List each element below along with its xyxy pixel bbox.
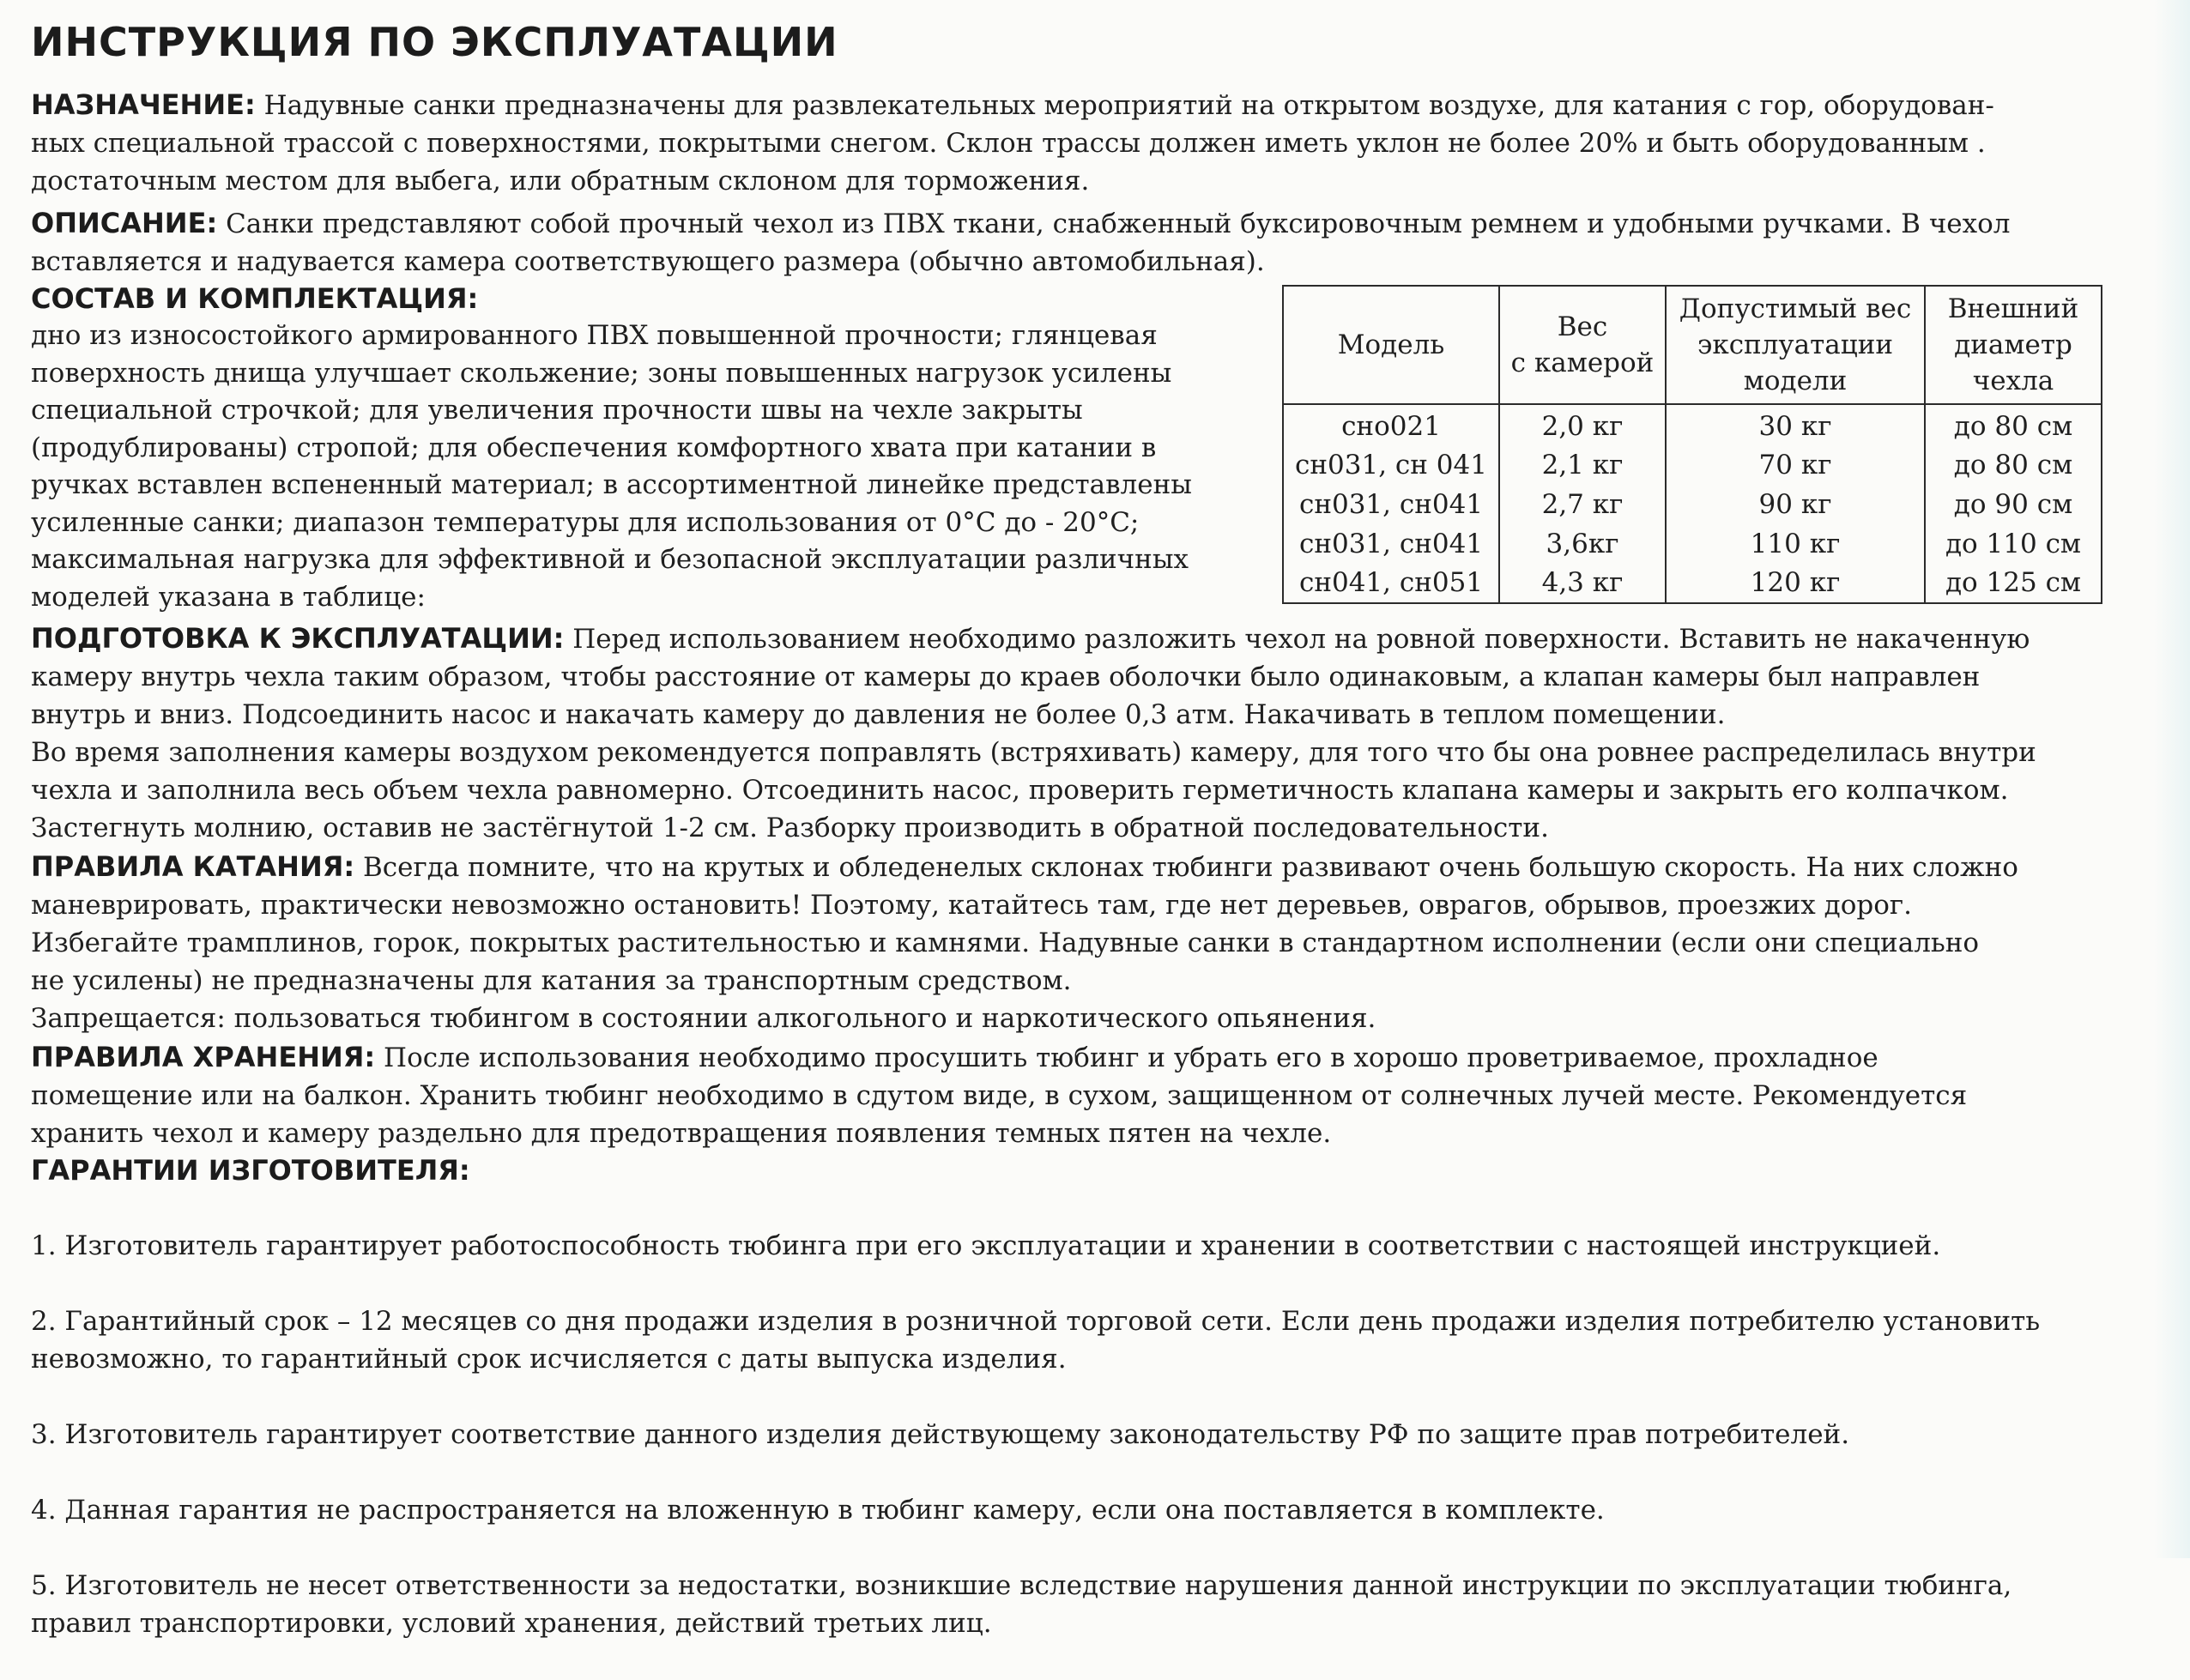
section-text-storage: После использования необходимо просушить тюбинг и убрать его в хорошо проветриваемое, прохладное помещение или на балкон. Хранить тюбинг необходимо в сдутом виде, в сухом, защищенном от солнечных лучей месте. Рекомендуется хранить чехол и камеру раздельно для предотвращения появления темных пятен на чехле.	[31, 1042, 1968, 1149]
list-item: 3. Изготовитель гарантирует соответствие данного изделия действующему законодательству РФ по защите прав потребителей.	[31, 1419, 1850, 1450]
section-heading-storage: ПРАВИЛА ХРАНЕНИЯ:	[31, 1041, 376, 1073]
section-purpose	[31, 86, 2125, 200]
table-cell: до 80 см	[1925, 446, 2102, 486]
table-cell: 2,1 кг	[1499, 446, 1666, 486]
section-text-preparation: Перед использованием необходимо разложить чехол на ровной поверхности. Вставить не накаченную камеру внутрь чехла таким образом, чтобы расстояние от камеры до краев оболочки было одинаковым, а клапан камеры был направлен внутрь и вниз. Подсоединить насос и накачать камеру до давления не более 0,3 атм. Накачивать в теплом помещении. Во время заполнения камеры воздухом рекомендуется поправлять (встряхивать) камеру, для того что бы она ровнее распределилась внутри чехла и заполнила весь объем чехла равномерно. Отсоединить насос, проверить герметичность клапана камеры и закрыть его колпачком. Застегнуть молнию, оставив не застёгнутой 1-2 см. Разборку производить в обратной последовательности.	[31, 624, 2036, 843]
table-cell: 70 кг	[1666, 446, 1925, 486]
table-header-cell: Модель	[1283, 286, 1499, 404]
table-cell: 110 кг	[1666, 524, 1925, 564]
table-cell: 3,6кг	[1499, 524, 1666, 564]
table-header-cell: Вес с камерой	[1499, 286, 1666, 404]
table-header-cell: Допустимый вес эксплуатации модели	[1666, 286, 1925, 404]
section-heading-warranty: ГАРАНТИИ ИЗГОТОВИТЕЛЯ:	[31, 1154, 470, 1187]
table-cell: сн031, сн041	[1283, 485, 1499, 524]
section-text-composition: дно из износостойкого армированного ПВХ повышенной прочности; глянцевая поверхность днища улучшает скольжение; зоны повышенных нагрузок усилены специальной строчкой; для увеличения прочности швы на чехле закрыты (продублированы) стропой; для обеспечения комфортного хвата при катании в ручках вставлен вспененный материал; в ассортиментной линейке представлены усиленные санки; диапазон температуры для использования от 0°С до - 20°С; максимальная нагрузка для эффективной и безопасной эксплуатации различных моделей указана в таблице:	[31, 320, 1192, 613]
table-row	[1283, 524, 2102, 564]
section-heading-preparation: ПОДГОТОВКА К ЭКСПЛУАТАЦИИ:	[31, 622, 565, 655]
table-cell: 90 кг	[1666, 485, 1925, 524]
section-riding	[31, 848, 2125, 1037]
models-table	[1282, 285, 2102, 604]
page-title: ИНСТРУКЦИЯ ПО ЭКСПЛУАТАЦИИ	[31, 19, 838, 65]
table-cell: до 125 см	[1925, 563, 2102, 603]
warranty-list	[31, 1189, 2151, 1680]
table-row	[1283, 404, 2102, 446]
list-item: 2. Гарантийный срок – 12 месяцев со дня продажи изделия в розничной торговой сети. Если день продажи изделия потребителю установить невозможно, то гарантийный срок исчисляется с даты выпуска изделия.	[31, 1306, 2041, 1375]
table-cell: до 80 см	[1925, 404, 2102, 446]
section-heading-composition: СОСТАВ И КОМПЛЕКТАЦИЯ:	[31, 282, 479, 315]
table-cell: сн031, сн041	[1283, 524, 1499, 564]
table-cell: сн041, сн051	[1283, 563, 1499, 603]
table-cell: до 90 см	[1925, 485, 2102, 524]
section-description	[31, 204, 2125, 281]
table-row	[1283, 485, 2102, 524]
table-row	[1283, 446, 2102, 486]
table-cell: сн031, сн 041	[1283, 446, 1499, 486]
table-cell: 120 кг	[1666, 563, 1925, 603]
list-item: 4. Данная гарантия не распространяется на вложенную в тюбинг камеру, если она поставляется в комплекте.	[31, 1495, 1605, 1526]
table-cell: сно021	[1283, 404, 1499, 446]
section-text-purpose: Надувные санки предназначены для развлекательных мероприятий на открытом воздухе, для катания с гор, оборудован- ных специальной трассой с поверхностями, покрытыми снегом. Склон трассы должен иметь уклон не более 20% и быть оборудованным . достаточным местом для выбега, или обратным склоном для торможения.	[31, 90, 1994, 196]
table-row	[1283, 563, 2102, 603]
table-cell: до 110 см	[1925, 524, 2102, 564]
page-edge-shadow	[2154, 0, 2190, 1558]
list-item: 1. Изготовитель гарантирует работоспособность тюбинга при его эксплуатации и хранении в соответствии с настоящей инструкцией.	[31, 1230, 1941, 1261]
table-cell: 2,0 кг	[1499, 404, 1666, 446]
table-cell: 4,3 кг	[1499, 563, 1666, 603]
section-text-riding: Всегда помните, что на крутых и обледенелых склонах тюбинги развивают очень большую скорость. На них сложно маневрировать, практически невозможно остановить! Поэтому, катайтесь там, где нет деревьев, оврагов, обрывов, проезжих дорог. Избегайте трамплинов, горок, покрытых растительностью и камнями. Надувные санки в стандартном исполнении (если они специально не усилены) не предназначены для катания за транспортным средством. Запрещается: пользоваться тюбингом в состоянии алкогольного и наркотического опьянения.	[31, 852, 2018, 1034]
table-header-row	[1283, 286, 2102, 404]
table-cell: 2,7 кг	[1499, 485, 1666, 524]
section-heading-description: ОПИСАНИЕ:	[31, 207, 218, 239]
table-header-cell: Внешний диаметр чехла	[1925, 286, 2102, 404]
section-text-description: Санки представляют собой прочный чехол из ПВХ ткани, снабженный буксировочным ремнем и удобными ручками. В чехол вставляется и надувается камера соответствующего размера (обычно автомобильная).	[31, 208, 2011, 277]
section-heading-riding: ПРАВИЛА КАТАНИЯ:	[31, 850, 355, 883]
table-cell: 30 кг	[1666, 404, 1925, 446]
list-item: 5. Изготовитель не несет ответственности за недостатки, возникшие вследствие нарушения данной инструкции по эксплуатации тюбинга, правил транспортировки, условий хранения, действий третьих лиц.	[31, 1570, 2012, 1639]
section-storage	[31, 1038, 2125, 1152]
section-preparation	[31, 619, 2151, 847]
section-heading-purpose: НАЗНАЧЕНИЕ:	[31, 88, 256, 121]
